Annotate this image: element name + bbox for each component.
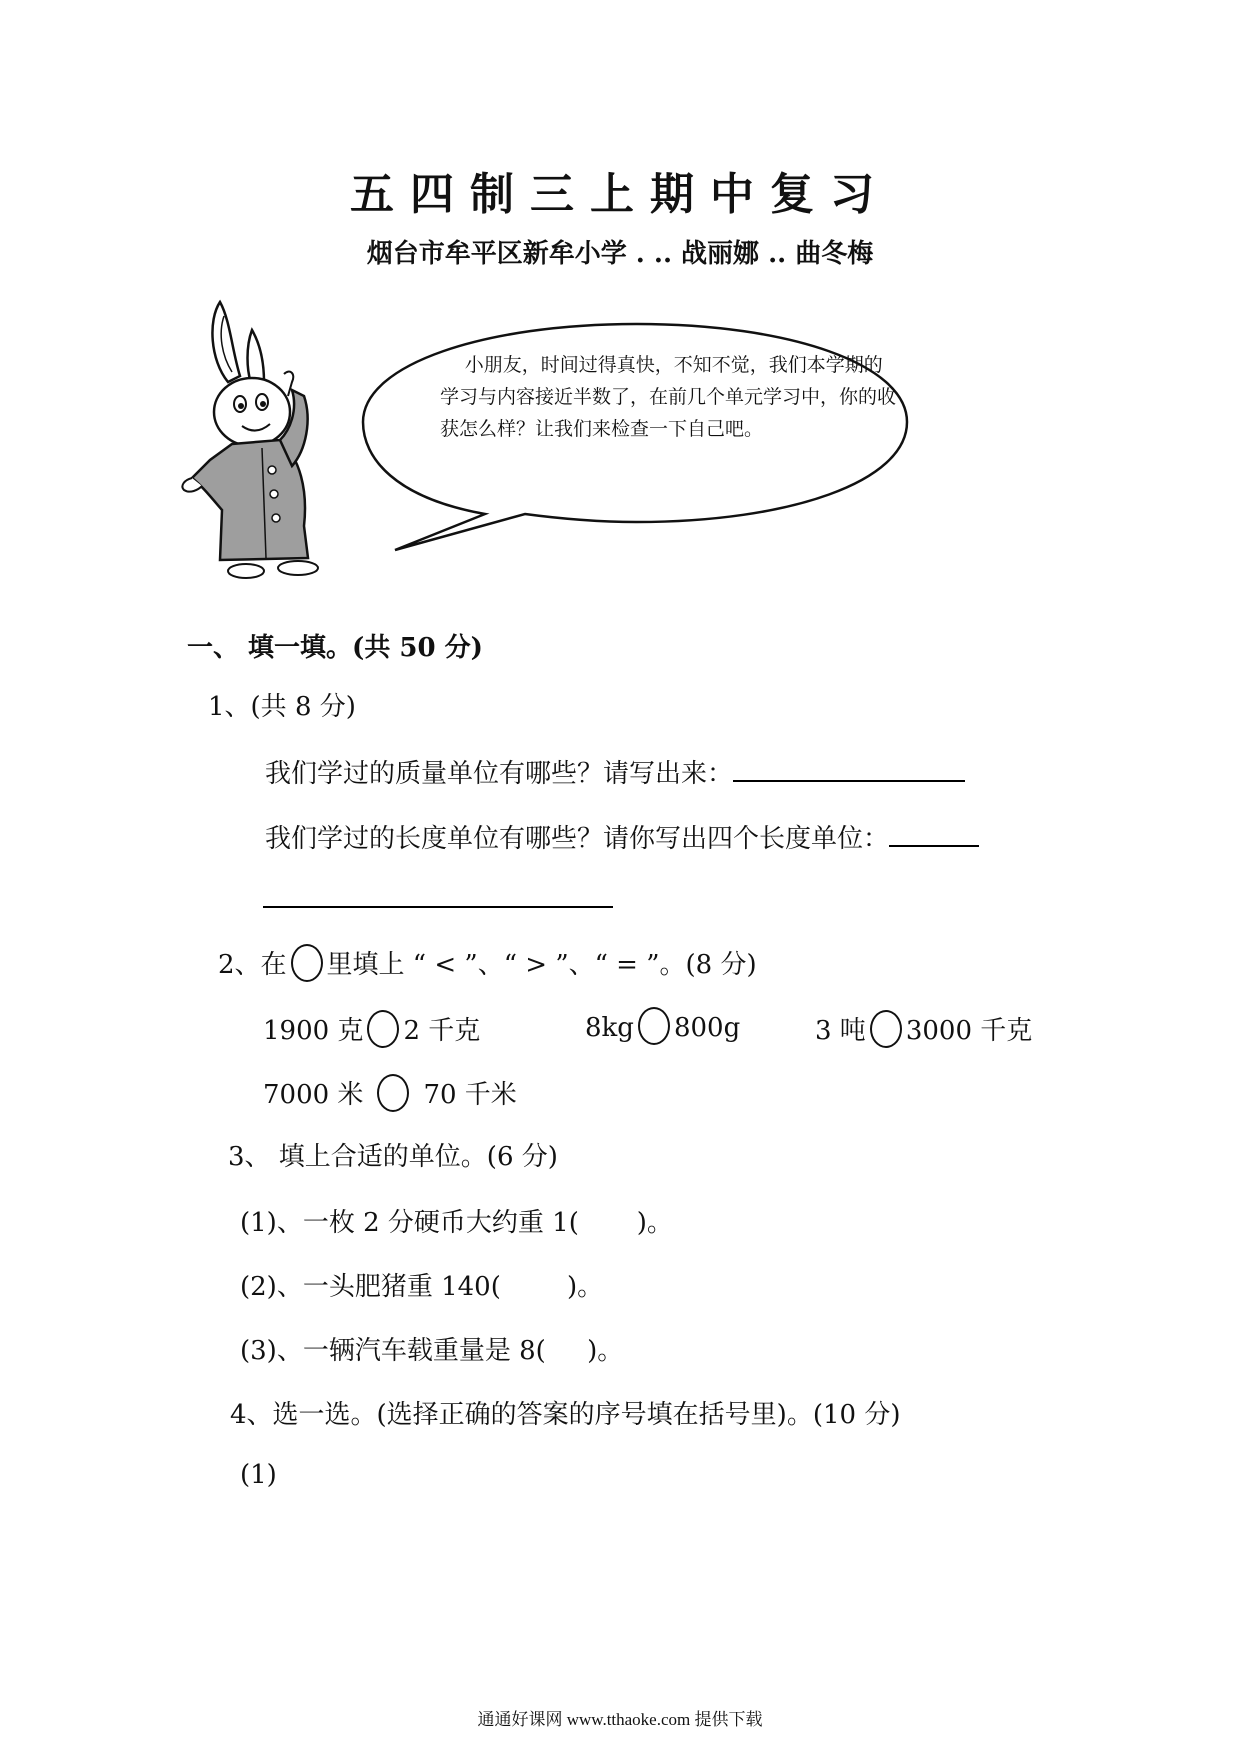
compare-circle-4[interactable] [377, 1074, 409, 1112]
question-1-line-b-text: 我们学过的长度单位有哪些？请你写出四个长度单位： [265, 824, 890, 854]
question-3-item-3[interactable]: (3)、一辆汽车载重量是 8( )。 [240, 1336, 624, 1366]
section-heading: 一、 填一填。(共 50 分) [187, 633, 483, 663]
answer-blank-mass-units[interactable] [733, 758, 965, 782]
answer-blank-length-units-cont[interactable] [263, 906, 613, 908]
compare-item-4-left: 7000 米 [263, 1080, 364, 1110]
compare-item-4 [263, 1074, 517, 1115]
compare-item-2-left: 8kg [585, 1013, 634, 1043]
compare-item-4-right: 70 千米 [423, 1080, 517, 1110]
question-2-label-post: 里填上 “ < ”、“ > ”、“ = ”。(8 分) [326, 950, 757, 980]
question-4-sub-1: (1) [240, 1460, 277, 1490]
compare-item-3 [815, 1010, 1032, 1051]
compare-circle-1[interactable] [367, 1010, 399, 1048]
question-1-label: 1、(共 8 分) [208, 692, 356, 722]
question-2-label-pre: 2、在 [218, 950, 287, 980]
speech-bubble-text: 小朋友，时间过得真快，不知不觉，我们本学期的学习与内容接近半数了，在前几个单元学习中，你的收获怎么样？让我们来检查一下自己吧。 [440, 354, 897, 440]
question-4-label: 4、选一选。(选择正确的答案的序号填在括号里)。(10 分) [230, 1400, 901, 1430]
question-1-line-b [265, 818, 979, 855]
compare-item-1-left: 1900 克 [263, 1016, 364, 1046]
compare-item-3-left: 3 吨 [815, 1016, 866, 1046]
compare-item-1 [263, 1010, 480, 1051]
question-2-label [218, 944, 757, 985]
compare-circle-2[interactable] [638, 1007, 670, 1045]
author-line: 烟台市牟平区新牟小学 . .. 战丽娜 .. 曲冬梅 [366, 239, 874, 269]
rabbit-mascot-illustration [180, 290, 370, 595]
compare-circle-3[interactable] [870, 1010, 902, 1048]
question-3-item-2[interactable]: (2)、一头肥猪重 140( )。 [240, 1272, 604, 1302]
compare-item-2 [585, 1010, 740, 1048]
compare-item-1-right: 2 千克 [403, 1016, 481, 1046]
footer-credit: 通通好课网 www.tthaoke.com 提供下载 [477, 1710, 763, 1729]
page-title: 五四制三上期中复习 [350, 169, 890, 220]
question-1-line-a-text: 我们学过的质量单位有哪些？请写出来： [265, 759, 734, 789]
question-3-label: 3、 填上合适的单位。(6 分) [228, 1142, 558, 1172]
question-1-line-a [265, 753, 965, 790]
compare-circle-example [291, 944, 323, 982]
compare-item-3-right: 3000 千克 [905, 1016, 1033, 1046]
compare-item-2-right: 800g [673, 1013, 741, 1043]
answer-blank-length-units[interactable] [889, 823, 979, 847]
question-3-item-1[interactable]: (1)、一枚 2 分硬币大约重 1( )。 [240, 1208, 673, 1238]
